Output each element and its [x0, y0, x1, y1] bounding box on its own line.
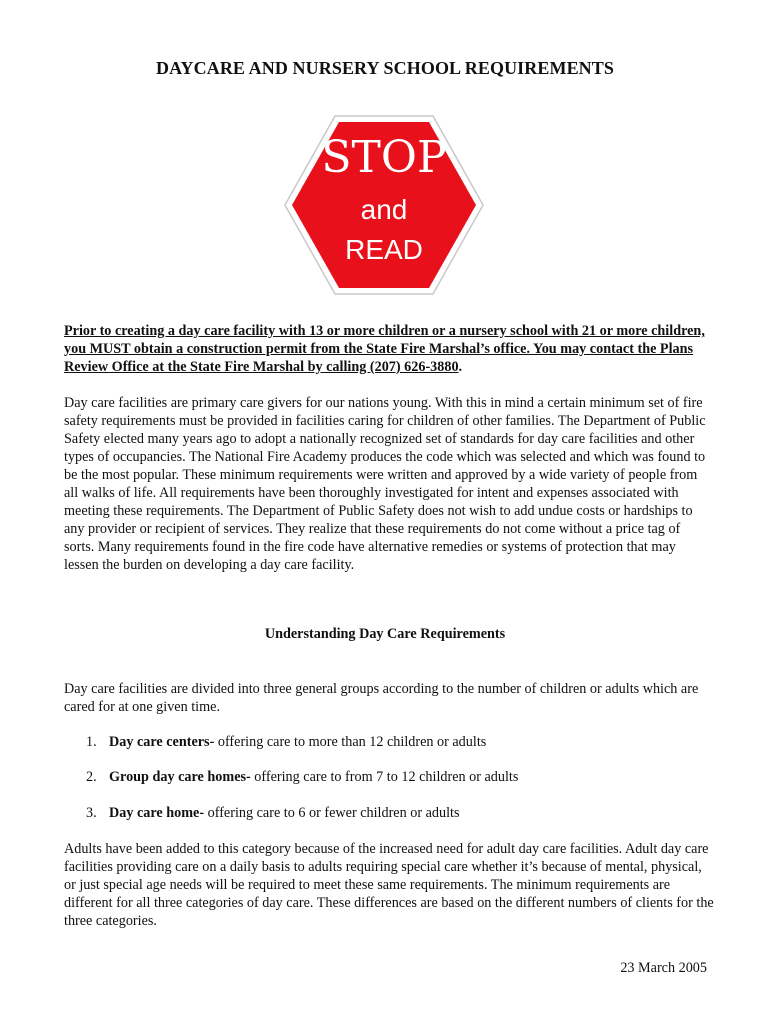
stop-sign-stop-text: STOP — [321, 132, 447, 183]
list-item-term: Day care centers- — [109, 734, 215, 750]
permit-notice-text: Prior to creating a day care facility with 13 or more children or a nursery school with 21 or more children, you MUST obtain a construction permit from the State Fire Marshal’s office. You may contact the Plans Review Office at the State Fire Marshal by calling (207) 626-3880 — [64, 323, 705, 375]
list-item-number: 3. — [86, 805, 97, 821]
list-item-text: offering care to from 7 to 12 children or adults — [250, 769, 519, 785]
list-item-term: Group day care homes- — [109, 769, 251, 785]
list-item-text: offering care to 6 or fewer children or adults — [204, 805, 460, 821]
list-item-number: 1. — [86, 734, 97, 750]
groups-paragraph: Day care facilities are divided into three general groups according to the number of children or adults which are cared for at one given time. — [64, 681, 699, 715]
list-item — [86, 804, 460, 822]
permit-notice — [64, 322, 714, 376]
permit-notice-end: . — [458, 359, 463, 375]
list-item-term: Day care home- — [109, 805, 205, 821]
document-date: 23 March 2005 — [620, 960, 707, 976]
list-item — [86, 768, 518, 786]
intro-paragraph: Day care facilities are primary care givers for our nations young. With this in mind a certain minimum set of fire safety requirements must be provided in facilities caring for children of other families. The Department of Public Safety elected many years ago to adopt a nationally recognized set of standards for day care facilities and other types of occupancies. The National Fire Academy produces the code which was selected and which was found to be the most popular. These minimum requirements were written and approved by a wide variety of people from all walks of life. All requirements have been thoroughly investigated for intent and expenses associated with meeting these requirements. The Department of Public Safety does not wish to add undue costs or hardships to any provider or recipient of services. They realize that these requirements do not come without a price tag of sorts. Many requirements found in the fire code have alternative remedies or systems of protection that may lessen the burden on developing a day care facility. — [64, 395, 706, 573]
list-item-text: offering care to more than 12 children or adults — [214, 734, 487, 750]
section-heading: Understanding Day Care Requirements — [264, 626, 506, 642]
document-title: DAYCARE AND NURSERY SCHOOL REQUIREMENTS — [155, 58, 614, 78]
adults-paragraph: Adults have been added to this category because of the increased need for adult day care facilities. Adult day care facilities providing care on a daily basis to adults requiring special care whether it’s because of mental, physical, or just special age needs will be required to meet these same requirements. The minimum requirements are different for all three categories of day care. These differences are based on the different numbers of clients for the three categories. — [64, 841, 714, 929]
list-item — [86, 733, 486, 751]
stop-sign-read-text: READ — [345, 234, 423, 265]
list-item-number: 2. — [86, 769, 97, 785]
stop-sign-and-text: and — [360, 194, 408, 225]
